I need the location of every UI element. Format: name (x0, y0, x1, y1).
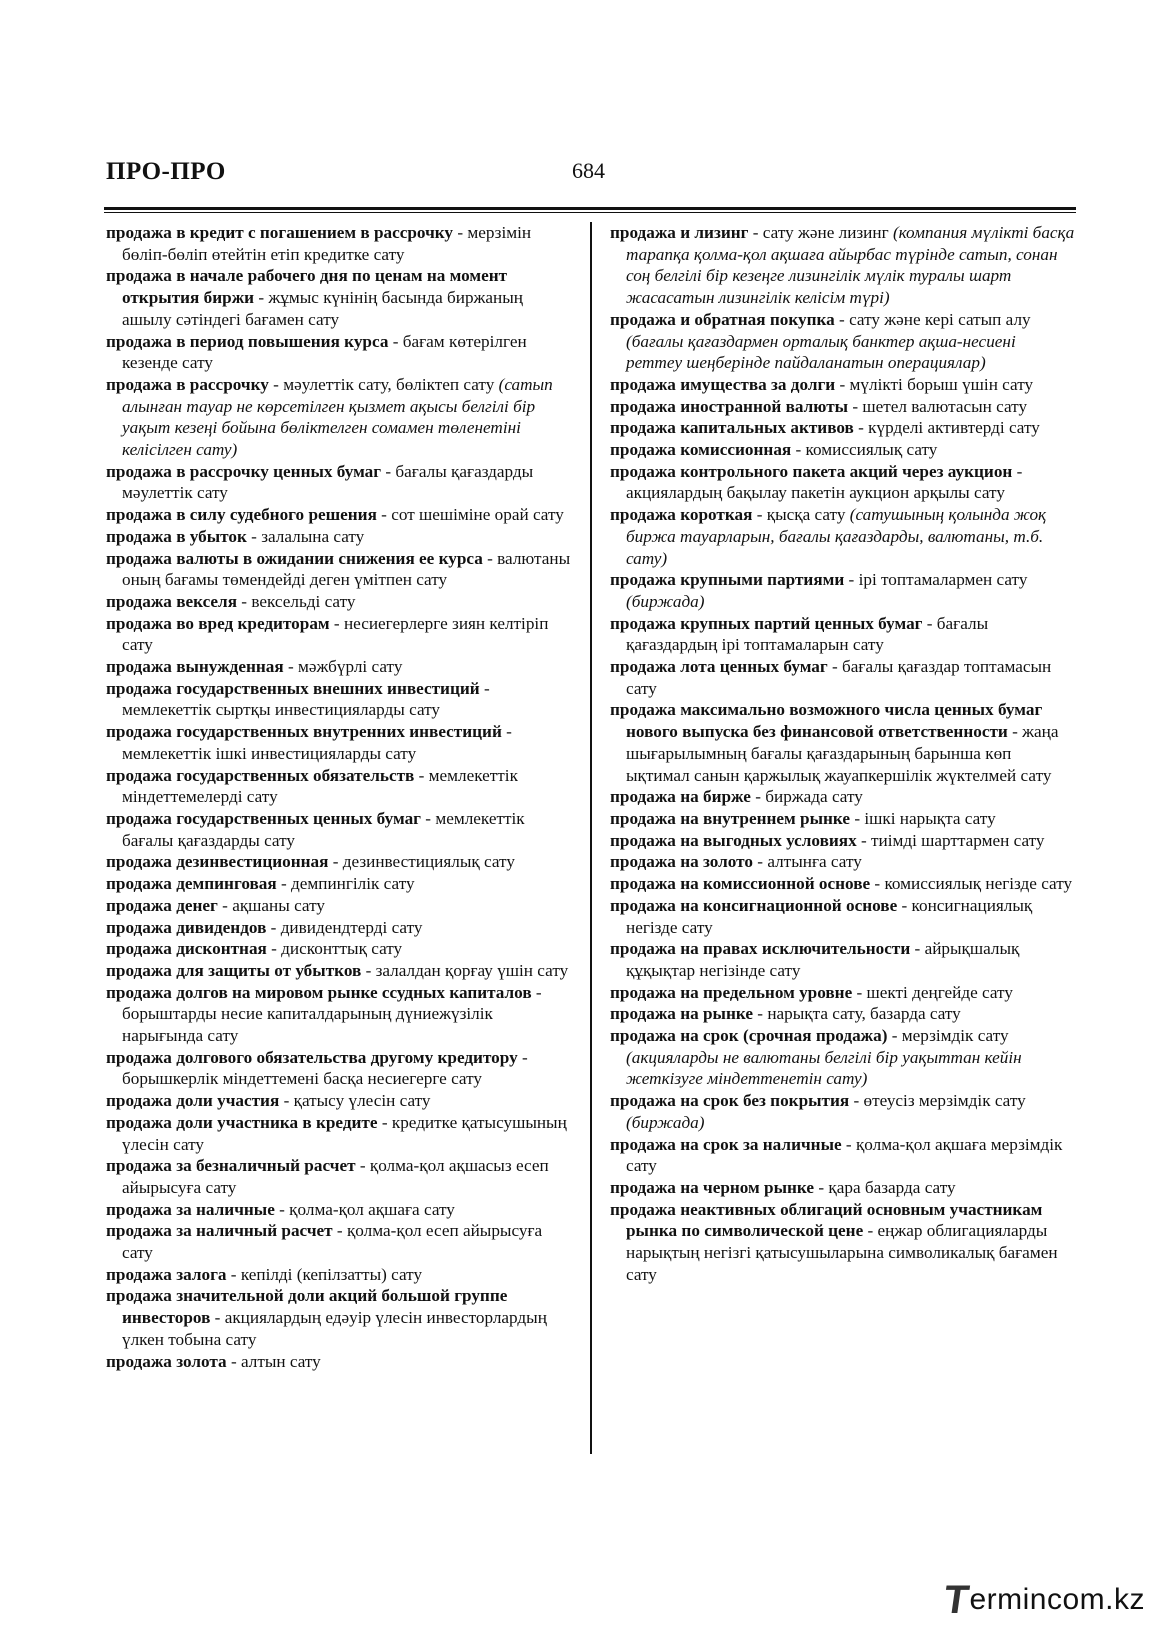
dictionary-entry: продажа на золото - алтынға сату (610, 852, 862, 872)
dictionary-entry: продажа на внутреннем рынке - ішкі нарықта сату (610, 808, 996, 828)
dictionary-entry: продажа и обратная покупка - сату және кері сатып алу (бағалы қағаздармен орталық банктер ақша-несиені реттеу шеңберінде пайдаланатын операциялар) (610, 309, 1031, 373)
dictionary-entry: продажа крупных партий ценных бумаг - бағалы қағаздардың ірі топтамаларын сату (610, 613, 989, 655)
entry-note: (сатып алынған тауар не көрсетілген қызмет ақысы белгілі бір уақыт кезеңі бойына бөліктелген сомамен төленетіні келісілген сату) (122, 374, 553, 460)
entry-definition: комиссиялық сату (805, 440, 938, 460)
entry-term: продажа в период повышения курса (106, 331, 389, 351)
entry-term: продажа доли участия (106, 1091, 280, 1111)
entry-definition: мемлекеттік міндеттемелерді сату (122, 765, 518, 807)
entry-term: продажа дивидендов (106, 917, 267, 937)
entry-term: продажа в рассрочку (106, 374, 269, 394)
entry-term: продажа и обратная покупка (610, 309, 835, 329)
dictionary-entry: продажа на срок за наличные - қолма-қол ақшаға мерзімдік сату (610, 1134, 1063, 1176)
terminkom-logo (940, 1577, 1145, 1622)
entry-term: продажа за наличный расчет (106, 1221, 333, 1241)
entry-term: продажа на внутреннем рынке (610, 808, 851, 828)
dictionary-entry: продажа в силу судебного решения - сот шешіміне орай сату (106, 505, 564, 525)
dictionary-entry: продажа государственных внутренних инвестиций - мемлекеттік ішкі инвестицияларды сату (106, 722, 512, 763)
page-header-title: ПРО-ПРО (106, 158, 226, 185)
entry-term: продажа значительной доли акций большой группе инвесторов (106, 1286, 508, 1328)
entry-term: продажа крупными партиями (610, 570, 845, 590)
entry-definition: акциялардың бақылау пакетін аукцион арқылы сату (626, 483, 1005, 503)
dictionary-entry: продажа векселя - вексельді сату (106, 591, 356, 611)
dictionary-entry: продажа максимально возможного числа ценных бумаг нового выпуска без финансовой ответственности - жаңа шығарылымның бағалы қағаздарының барынша көп ықтимал санын қаржылық жауапкершілік жүктелмей сату (610, 700, 1059, 785)
entry-definition: мәулеттік сату, бөліктеп сату (283, 374, 495, 394)
dictionary-entry: продажа дезинвестиционная - дезинвестициялық сату (106, 852, 515, 872)
entry-definition: қара базарда сату (828, 1177, 956, 1197)
entry-term: продажа за безналичный расчет (106, 1156, 356, 1176)
entry-definition: демпингілік сату (291, 874, 415, 894)
entry-term: продажа иностранной валюты (610, 396, 849, 416)
entry-term: продажа государственных внешних инвестиций (106, 678, 480, 698)
entry-definition: вексельді сату (251, 591, 356, 611)
entry-definition: күрделі активтерді сату (868, 418, 1040, 438)
entry-definition: айрықшалық құқықтар негізінде сату (626, 939, 1020, 980)
entry-definition: қатысу үлесін сату (293, 1091, 431, 1111)
left-column (106, 222, 576, 1372)
dictionary-entry: продажа в рассрочку ценных бумаг - бағалы қағаздарды мәулеттік сату (106, 461, 534, 503)
entry-term: продажа неактивных облигаций основным участникам рынка по символической цене (610, 1199, 1043, 1241)
entry-note: (компания мүлікті басқа тарапқа қолма-қол ақшаға айырбас түрінде сатып, сонан соң белгілі бір кезеңге лизингілік мүлік туралы шарт жасасатын лизингілік келісім түрі) (626, 223, 1075, 308)
entry-definition: борышкерлік міндеттемені басқа несиегерге сату (122, 1069, 482, 1089)
entry-note: (бағалы қағаздармен орталық банктер ақша-несиені реттеу шеңберінде пайдаланатын операциялар) (626, 331, 1016, 373)
entry-term: продажа на комиссионной основе (610, 874, 871, 894)
entry-definition: мерзімдік сату (901, 1026, 1009, 1046)
entry-term: продажа на консигнационной основе (610, 895, 898, 915)
dictionary-entry: продажа государственных обязательств - мемлекеттік міндеттемелерді сату (106, 765, 518, 807)
dictionary-entry: продажа доли участника в кредите - кредитке қатысушының үлесін сату (106, 1112, 567, 1154)
entry-definition: ішкі нарықта сату (864, 808, 996, 828)
entry-term: продажа на предельном уровне (610, 982, 853, 1002)
dictionary-entry: продажа в период повышения курса - бағам көтерілген кезенде сату (106, 331, 527, 373)
entry-definition: бағалы қағаздарды мәулеттік сату (122, 461, 534, 503)
dictionary-entry: продажа крупными партиями - ірі топтамалармен сату (биржада) (610, 570, 1028, 611)
entry-term: продажа короткая (610, 505, 753, 525)
entry-definition: жұмыс күнінің басында биржаның ашылу сәтіндегі бағамен сату (122, 288, 523, 329)
entry-term: продажа государственных обязательств (106, 765, 415, 785)
dictionary-entry: продажа в рассрочку - мәулеттік сату, бөліктеп сату (сатып алынған тауар не көрсетілген қызмет ақысы белгілі бір уақыт кезеңі бойына бөліктелген сомамен төленетіні келісілген сату) (106, 374, 553, 460)
right-column (610, 222, 1075, 1285)
dictionary-entry: продажа залога - кепілді (кепілзатты) сату (106, 1264, 423, 1284)
dictionary-entry: продажа долгового обязательства другому кредитору - борышкерлік міндеттемені басқа несиегерге сату (106, 1047, 528, 1089)
entry-definition: залалдан қорғау үшін сату (375, 960, 569, 980)
dictionary-entry: продажа и лизинг - сату және лизинг (компания мүлікті басқа тарапқа қолма-қол ақшаға айырбас түрінде сатып, сонан соң белгілі бір кезеңге лизингілік мүлік туралы шарт жасасатын лизингілік келісім түрі) (610, 223, 1075, 308)
dictionary-entry: продажа на срок (срочная продажа) - мерзімдік сату (акцияларды не валютаны белгілі бір уақыттан кейін жеткізуге міндеттенетін сату) (610, 1026, 1022, 1089)
entry-definition: қолма-қол ақшасыз есеп айырысуға сату (122, 1156, 549, 1197)
entry-definition: ақшаны сату (232, 895, 325, 915)
logo-text: ermincom.kz (969, 1583, 1145, 1616)
logo-letter: T (940, 1577, 972, 1622)
page-number: 684 (572, 158, 605, 183)
entry-definition: дезинвестициялық сату (342, 852, 515, 872)
entry-term: продажа залога (106, 1264, 227, 1284)
dictionary-entry: продажа за безналичный расчет - қолма-қол ақшасыз есеп айырысуға сату (106, 1156, 549, 1197)
entry-definition: шекті деңгейде сату (866, 982, 1013, 1002)
entry-definition: бағалы қағаздар топтамасын сату (626, 657, 1052, 698)
dictionary-entry: продажа валюты в ожидании снижения ее курса - валютаны оның бағамы төмендейді деген үмітпен сату (106, 548, 571, 590)
column-separator (590, 222, 592, 1454)
entry-definition: ірі топтамалармен сату (858, 570, 1028, 590)
entry-definition: мемлекеттік сыртқы инвестицияларды сату (122, 700, 441, 720)
entry-term: продажа государственных внутренних инвестиций (106, 722, 502, 742)
entry-term: продажа дезинвестиционная (106, 852, 329, 872)
dictionary-entry: продажа на выгодных условиях - тиімді шарттармен сату (610, 830, 1045, 850)
dictionary-entry: продажа долгов на мировом рынке ссудных капиталов - борыштарды несие капиталдарының дүниежүзілік нарығында сату (106, 982, 542, 1046)
dictionary-entry: продажа контрольного пакета акций через аукцион - акциялардың бақылау пакетін аукцион арқылы сату (610, 461, 1023, 503)
entry-definition: дисконттық сату (281, 939, 403, 959)
entry-term: продажа на срок без покрытия (610, 1091, 850, 1111)
dictionary-entry: продажа на срок без покрытия - өтеусіз мерзімдік сату (биржада) (610, 1091, 1026, 1132)
entry-term: продажа капитальных активов (610, 418, 854, 438)
entry-term: продажа на правах исключительности (610, 939, 911, 959)
dictionary-entry: продажа дивидендов - дивидендтерді сату (106, 917, 423, 937)
entry-definition: алтынға сату (767, 852, 862, 872)
entry-term: продажа крупных партий ценных бумаг (610, 613, 923, 633)
dictionary-entry: продажа на предельном уровне - шекті деңгейде сату (610, 982, 1013, 1002)
dictionary-entry: продажа дисконтная - дисконттық сату (106, 939, 403, 959)
entry-definition: мәжбүрлі сату (298, 657, 403, 677)
entry-term: продажа государственных ценных бумаг (106, 808, 421, 828)
entry-term: продажа векселя (106, 591, 237, 611)
entry-definition: кредитке қатысушының үлесін сату (122, 1112, 567, 1154)
entry-definition: бағалы қағаздардың ірі топтамаларын сату (626, 613, 989, 655)
dictionary-entry: продажа на комиссионной основе - комиссиялық негізде сату (610, 874, 1073, 894)
entry-term: продажа в убыток (106, 526, 247, 546)
dictionary-entry: продажа на правах исключительности - айрықшалық құқықтар негізінде сату (610, 939, 1020, 980)
header-rule-thin (104, 212, 1076, 213)
dictionary-entry: продажа для защиты от убытков - залалдан қорғау үшін сату (106, 960, 569, 980)
entry-note: (сатушының қолында жоқ биржа тауарларын, бағалы қағаздарды, валютаны, т.б. сату) (626, 505, 1047, 568)
entry-definition: шетел валютасын сату (862, 396, 1028, 416)
entry-term: продажа долгового обязательства другому кредитору (106, 1047, 518, 1067)
entry-definition: комиссиялық негізде сату (884, 874, 1073, 894)
entry-definition: мемлекеттік бағалы қағаздарды сату (122, 808, 525, 850)
dictionary-entry: продажа на черном рынке - қара базарда сату (610, 1177, 956, 1197)
entry-term: продажа контрольного пакета акций через аукцион (610, 461, 1013, 481)
entry-term: продажа максимально возможного числа ценных бумаг нового выпуска без финансовой ответственности (610, 700, 1043, 742)
entry-term: продажа дисконтная (106, 939, 267, 959)
dictionary-entry: продажа во вред кредиторам - несиегерлерге зиян келтіріп сату (106, 613, 549, 655)
entry-definition: сот шешіміне орай сату (391, 505, 564, 525)
entry-term: продажа в кредит с погашением в рассрочку (106, 223, 454, 242)
entry-definition: қысқа сату (766, 505, 846, 525)
entry-term: продажа на бирже (610, 787, 751, 807)
dictionary-entry: продажа на консигнационной основе - консигнациялық негізде сату (610, 895, 1033, 937)
entry-definition: борыштарды несие капиталдарының дүниежүзілік нарығында сату (122, 1004, 493, 1046)
entry-definition: дивидендтерді сату (280, 917, 423, 937)
entry-term: продажа в начале рабочего дня по ценам на момент открытия биржи (106, 266, 508, 308)
entry-note: (биржада) (626, 1112, 705, 1132)
dictionary-entry: продажа вынужденная - мәжбүрлі сату (106, 657, 403, 677)
dictionary-entry: продажа золота - алтын сату (106, 1351, 321, 1371)
entry-definition: залалына сату (261, 526, 365, 546)
entry-term: продажа во вред кредиторам (106, 613, 330, 633)
entry-term: продажа на золото (610, 852, 753, 872)
dictionary-entry: продажа короткая - қысқа сату (сатушының қолында жоқ биржа тауарларын, бағалы қағаздарды, валютаны, т.б. сату) (610, 505, 1047, 568)
entry-term: продажа на срок (срочная продажа) (610, 1026, 888, 1046)
entry-term: продажа денег (106, 895, 218, 915)
entry-definition: қолма-қол ақшаға сату (289, 1199, 455, 1219)
dictionary-entry: продажа на рынке - нарықта сату, базарда сату (610, 1004, 961, 1024)
entry-term: продажа имущества за долги (610, 374, 836, 394)
entry-term: продажа валюты в ожидании снижения ее курса (106, 548, 483, 568)
header-rule-thick (104, 207, 1076, 210)
entry-definition: акциялардың едәуір үлесін инвесторлардың үлкен тобына сату (122, 1308, 547, 1349)
dictionary-entry: продажа государственных ценных бумаг - мемлекеттік бағалы қағаздарды сату (106, 808, 525, 850)
entry-definition: кепілді (кепілзатты) сату (240, 1264, 423, 1284)
dictionary-entry: продажа в кредит с погашением в рассрочку - мерзімін бөліп-бөліп өтейтін етіп кредитке сату (106, 223, 532, 264)
entry-definition: қолма-қол есеп айырысуға сату (122, 1221, 543, 1263)
dictionary-entry: продажа в начале рабочего дня по ценам на момент открытия биржи - жұмыс күнінің басында биржаның ашылу сәтіндегі бағамен сату (106, 266, 523, 329)
entry-term: продажа на рынке (610, 1004, 753, 1024)
entry-term: продажа доли участника в кредите (106, 1112, 378, 1132)
entry-term: продажа лота ценных бумаг (610, 657, 828, 677)
entry-term: продажа комиссионная (610, 440, 792, 460)
entry-term: продажа для защиты от убытков (106, 960, 362, 980)
entry-definition: мемлекеттік ішкі инвестицияларды сату (122, 743, 417, 763)
dictionary-entry: продажа значительной доли акций большой группе инвесторов - акциялардың едәуір үлесін инвесторлардың үлкен тобына сату (106, 1286, 547, 1349)
dictionary-entry: продажа за наличный расчет - қолма-қол есеп айырысуға сату (106, 1221, 543, 1263)
entry-definition: бағам көтерілген кезенде сату (122, 331, 527, 373)
dictionary-entry: продажа на бирже - биржада сату (610, 787, 863, 807)
dictionary-entry: продажа в убыток - залалына сату (106, 526, 365, 546)
entry-definition: сату және кері сатып алу (849, 309, 1031, 329)
entry-definition: тиімді шарттармен сату (871, 830, 1045, 850)
entry-term: продажа долгов на мировом рынке ссудных капиталов (106, 982, 532, 1002)
dictionary-entry: продажа демпинговая - демпингілік сату (106, 874, 415, 894)
entry-definition: нарықта сату, базарда сату (767, 1004, 961, 1024)
dictionary-entry: продажа государственных внешних инвестиций - мемлекеттік сыртқы инвестицияларды сату (106, 678, 490, 720)
entry-term: продажа в силу судебного решения (106, 505, 377, 525)
entry-term: продажа золота (106, 1351, 227, 1371)
entry-term: продажа демпинговая (106, 874, 277, 894)
dictionary-entry: продажа неактивных облигаций основным участникам рынка по символической цене - еңжар облигацияларды нарықтың негізгі қатысушыларына символикалық бағамен сату (610, 1199, 1058, 1284)
entry-definition: мүлікті борыш үшін сату (849, 374, 1034, 394)
entry-definition: сату және лизинг (762, 223, 889, 242)
entry-term: продажа вынужденная (106, 657, 284, 677)
entry-definition: өтеусіз мерзімдік сату (863, 1091, 1026, 1111)
entry-note: (акцияларды не валютаны белгілі бір уақыттан кейін жеткізуге міндеттенетін сату) (626, 1047, 1022, 1089)
entry-term: продажа на срок за наличные (610, 1134, 842, 1154)
entry-definition: консигнациялық негізде сату (626, 895, 1033, 937)
entry-definition: биржада сату (765, 787, 863, 807)
dictionary-entry: продажа капитальных активов - күрделі активтерді сату (610, 418, 1040, 438)
entry-term: продажа за наличные (106, 1199, 275, 1219)
dictionary-entry: продажа комиссионная - комиссиялық сату (610, 440, 938, 460)
entry-definition: валютаны оның бағамы төмендейді деген үмітпен сату (122, 548, 571, 590)
dictionary-entry: продажа лота ценных бумаг - бағалы қағаздар топтамасын сату (610, 657, 1052, 698)
entry-definition: еңжар облигацияларды нарықтың негізгі қатысушыларына символикалық бағамен сату (626, 1221, 1058, 1284)
entry-definition: алтын сату (240, 1351, 321, 1371)
entry-definition: қолма-қол ақшаға мерзімдік сату (626, 1134, 1063, 1176)
dictionary-entry: продажа имущества за долги - мүлікті борыш үшін сату (610, 374, 1034, 394)
dictionary-entry: продажа за наличные - қолма-қол ақшаға сату (106, 1199, 455, 1219)
entry-definition: жаңа шығарылымның бағалы қағаздарының барынша көп ықтимал санын қаржылық жауапкершілік жүктелмей сату (626, 722, 1059, 785)
entry-term: продажа на черном рынке (610, 1177, 815, 1197)
dictionary-entry: продажа доли участия - қатысу үлесін сату (106, 1091, 431, 1111)
entry-definition: несиегерлерге зиян келтіріп сату (122, 613, 549, 655)
dictionary-entry: продажа иностранной валюты - шетел валютасын сату (610, 396, 1028, 416)
entry-term: продажа на выгодных условиях (610, 830, 857, 850)
dictionary-entry: продажа денег - ақшаны сату (106, 895, 325, 915)
entry-term: продажа в рассрочку ценных бумаг (106, 461, 382, 481)
entry-term: продажа и лизинг (610, 223, 749, 242)
entry-definition: мерзімін бөліп-бөліп өтейтін етіп кредитке сату (122, 223, 532, 264)
entry-note: (биржада) (626, 591, 705, 611)
